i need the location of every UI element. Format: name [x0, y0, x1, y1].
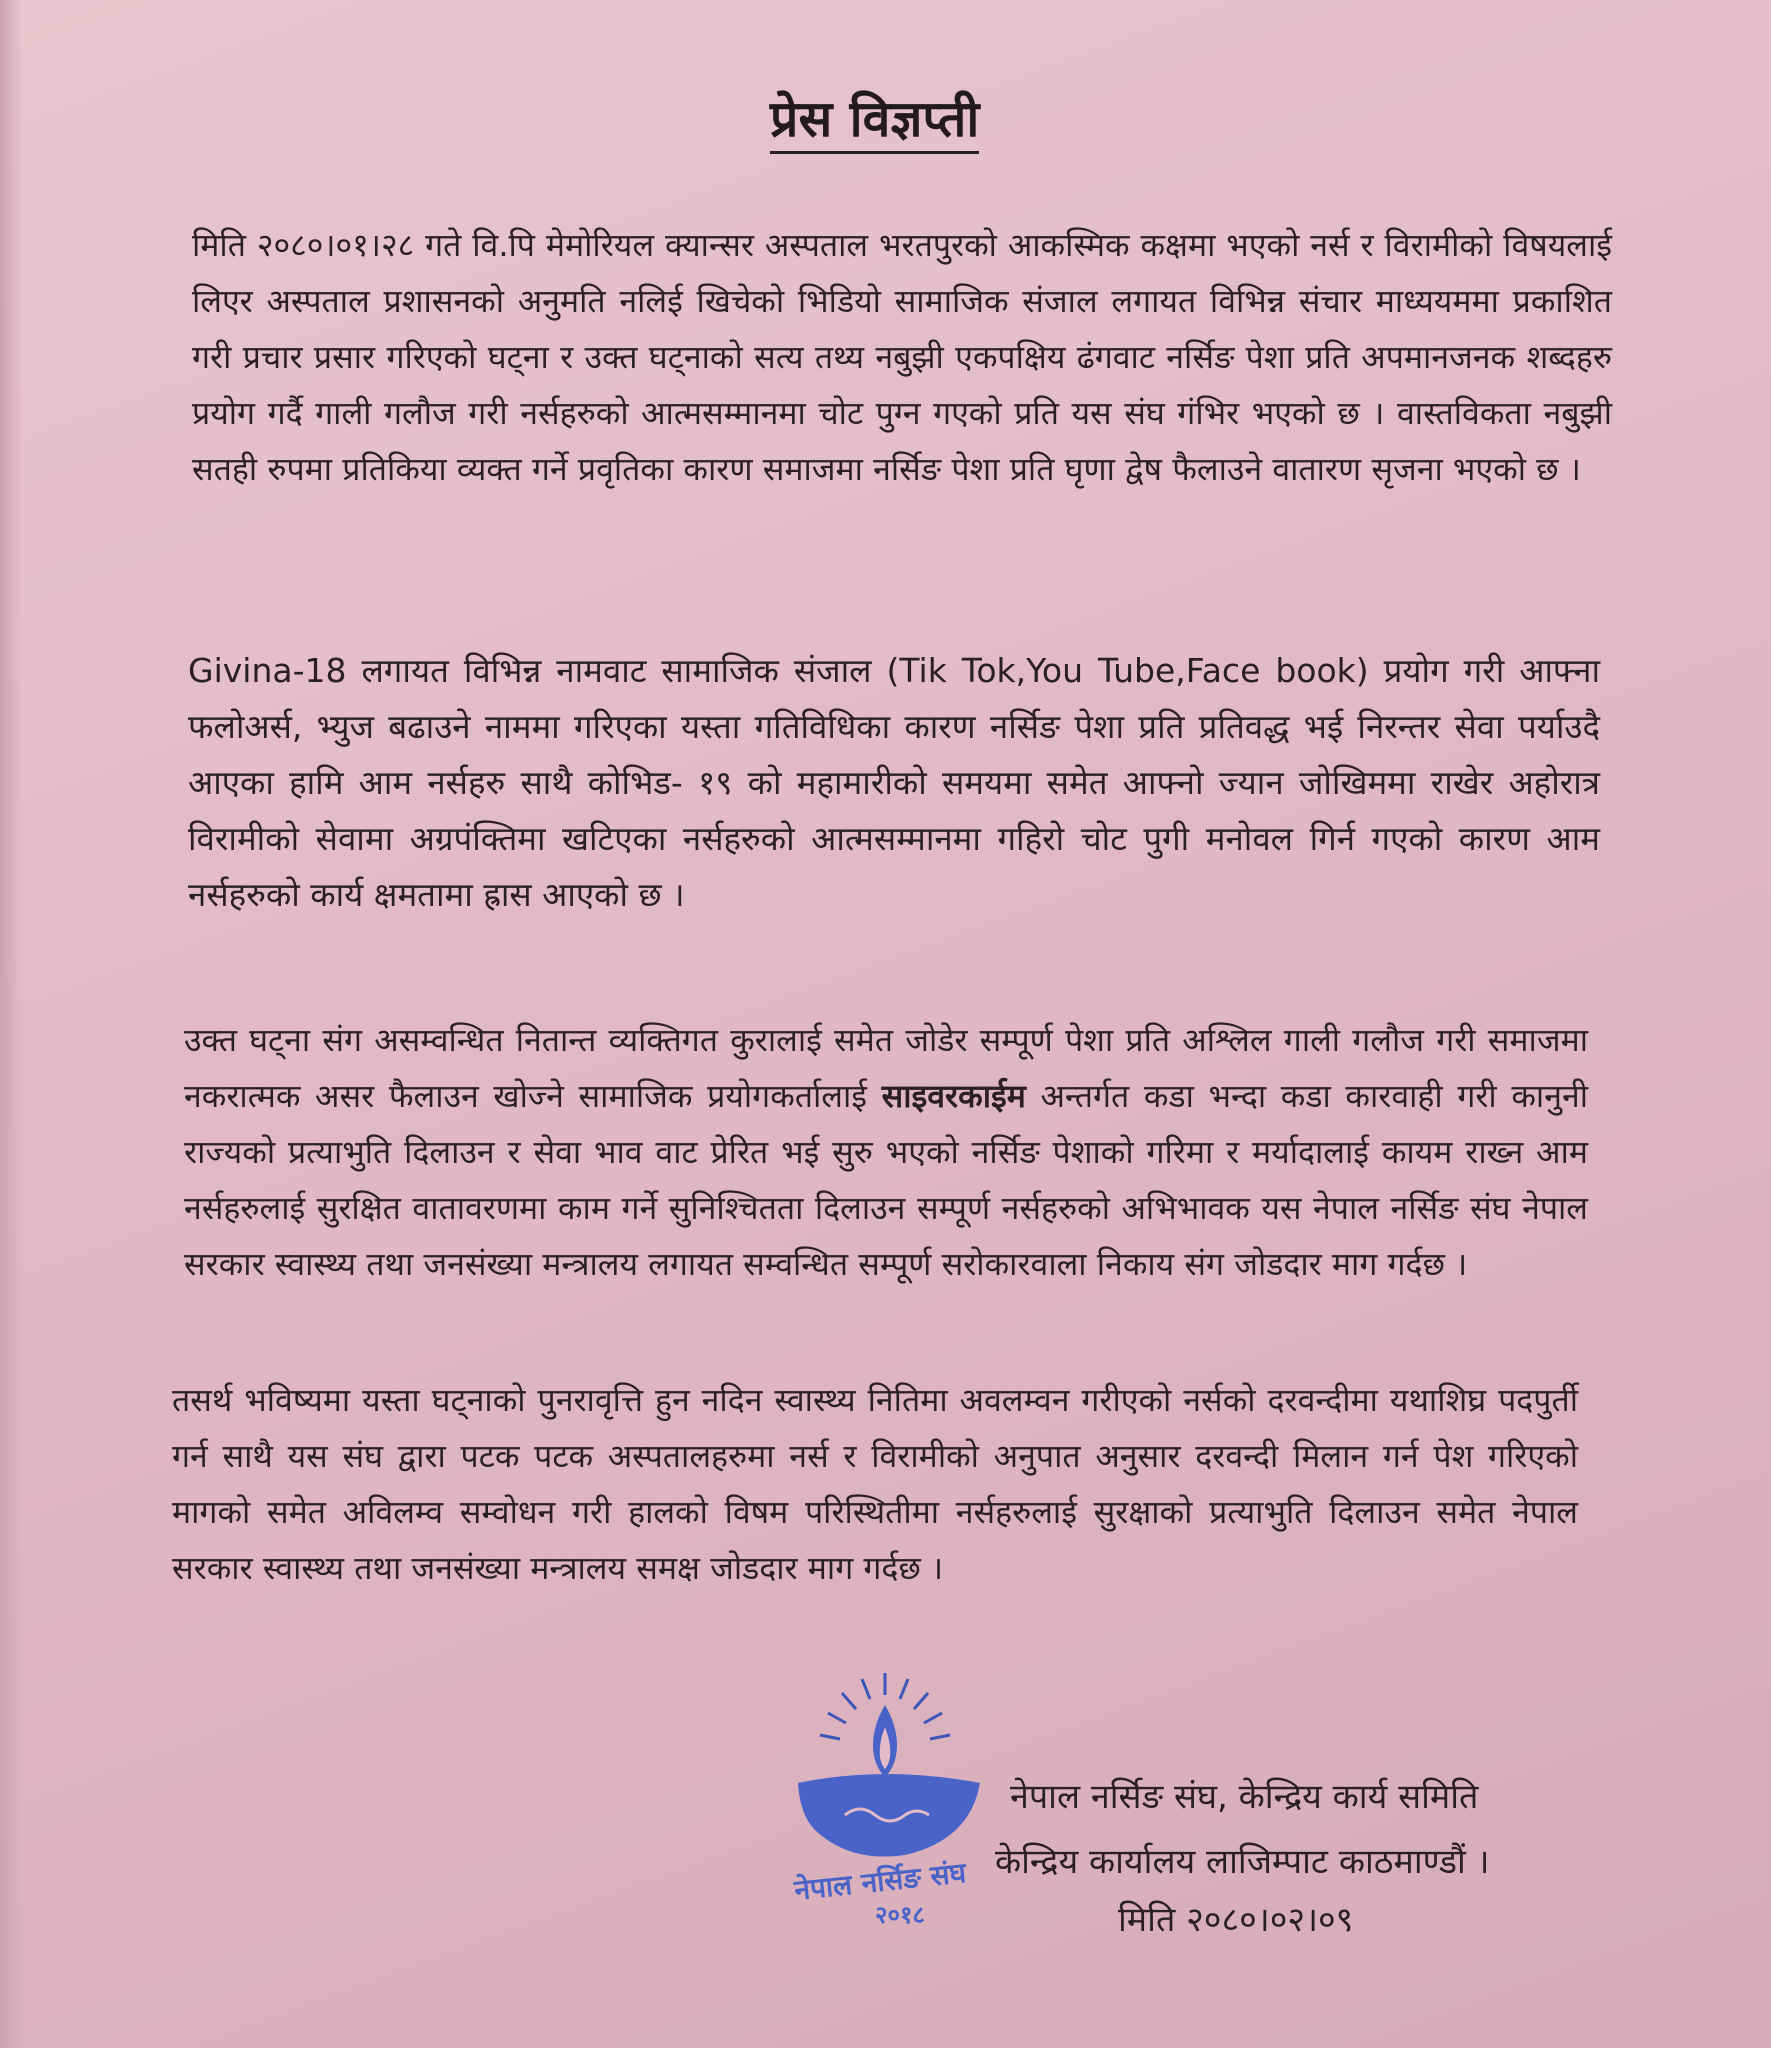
- paragraph-4: तसर्थ भविष्यमा यस्ता घट्नाको पुनरावृत्ति हुन नदिन स्वास्थ्य नितिमा अवलम्वन गरीएको नर्सको दरवन्दीमा यथाशिघ्र पदपुर्ती गर्न साथै यस संघ द्वारा पटक पटक अस्पतालहरुमा नर्स र विरामीको अनुपात अनुसार दरवन्दी मिलान गर्न पेश गरिएको मागको समेत अविलम्व सम्वोधन गरी हालको विषम परिस्थितीमा नर्सहरुलाई सुरक्षाको प्रत्याभुति दिलाउन समेत नेपाल सरकार स्वास्थ्य तथा जनसंख्या मन्त्रालय समक्ष जोडदार माग गर्दछ ।: [172, 1381, 1578, 1587]
- stamp-text: नेपाल नर्सिङ संघ: [792, 1856, 968, 1907]
- paper-edge-shadow: [0, 0, 22, 2048]
- paragraph-2: Givina-18 लगायत विभिन्न नामवाट सामाजिक संजाल (Tik Tok,You Tube,Face book) प्रयोग गरी आफ्ना फलोअर्स, भ्युज बढाउने नाममा गरिएका यस्ता गतिविधिका कारण नर्सिङ पेशा प्रति प्रतिवद्ध भई निरन्तर सेवा पर्याउदै आएका हामि आम नर्सहरु साथै कोभिड- १९ को महामारीको समयमा समेत आफ्नो ज्यान जोखिममा राखेर अहोरात्र विरामीको सेवामा अग्रपंक्तिमा खटिएका नर्सहरुको आत्मसम्मानमा गहिरो चोट पुगी मनोवल गिर्न गएको कारण आम नर्सहरुको कार्य क्षमतामा ह्रास आएको छ ।: [188, 651, 1600, 914]
- signature-organization: नेपाल नर्सिङ संघ, केन्द्रिय कार्य समिति: [1010, 1777, 1479, 1817]
- paragraph-3-start: उक्त घट्ना संग असम्वन्धित नितान्त व्यक्तिगत कुरालाई समेत जोडेर सम्पूर्ण पेशा प्रति अश्लिल गाली गलौज गरी समाजमा नकरात्मक असर फैलाउन खोज्ने सामाजिक प्रयोगकर्तालाई: [184, 1021, 1588, 1115]
- cybercrime-term: साइवरकाईम: [881, 1077, 1026, 1115]
- signature-office: केन्द्रिय कार्यालय लाजिम्पाट काठमाण्डौं ।: [995, 1842, 1490, 1882]
- stamp-year: २०१८: [875, 1901, 925, 1925]
- oil-lamp-bowl: [798, 1774, 980, 1857]
- page-title: प्रेस विज्ञप्ती: [770, 92, 979, 154]
- paragraph-3-end: अन्तर्गत कडा भन्दा कडा कारवाही गरी कानुनी राज्यको प्रत्याभुति दिलाउन र सेवा भाव वाट प्रेरित भई सुरु भएको नर्सिङ पेशाको गरिमा र मर्यादालाई कायम राख्न आम नर्सहरुलाई सुरक्षित वातावरणमा काम गर्ने सुनिश्चितता दिलाउन सम्पूर्ण नर्सहरुको अभिभावक यस नेपाल नर्सिङ संघ नेपाल सरकार स्वास्थ्य तथा जनसंख्या मन्त्रालय लगायत सम्वन्धित सम्पूर्ण सरोकारवाला निकाय संग जोडदार माग गर्दछ ।: [184, 1077, 1589, 1283]
- nursing-association-stamp: [790, 1665, 1020, 1925]
- paragraph-3: [184, 1012, 1588, 1292]
- paragraph-1: मिति २०८०।०१।२८ गते वि.पि मेमोरियल क्यान्सर अस्पताल भरतपुरको आकस्मिक कक्षमा भएको नर्स र विरामीको विषयलाई लिएर अस्पताल प्रशासनको अनुमति नलिई खिचेको भिडियो सामाजिक संजाल लगायत विभिन्न संचार माध्ययममा प्रकाशित गरी प्रचार प्रसार गरिएको घट्ना र उक्त घट्नाको सत्य तथ्य नबुझी एकपक्षिय ढंगवाट नर्सिङ पेशा प्रति अपमानजनक शब्दहरु प्रयोग गर्दै गाली गलौज गरी नर्सहरुको आत्मसम्मानमा चोट पुग्न गएको प्रति यस संघ गंभिर भएको छ । वास्तविकता नबुझी सतही रुपमा प्रतिकिया व्यक्त गर्ने प्रवृतिका कारण समाजमा नर्सिङ पेशा प्रति घृणा द्वेष फैलाउने वातारण सृजना भएको छ ।: [192, 226, 1612, 488]
- signature-date: मिति २०८०।०२।०९: [1118, 1900, 1354, 1940]
